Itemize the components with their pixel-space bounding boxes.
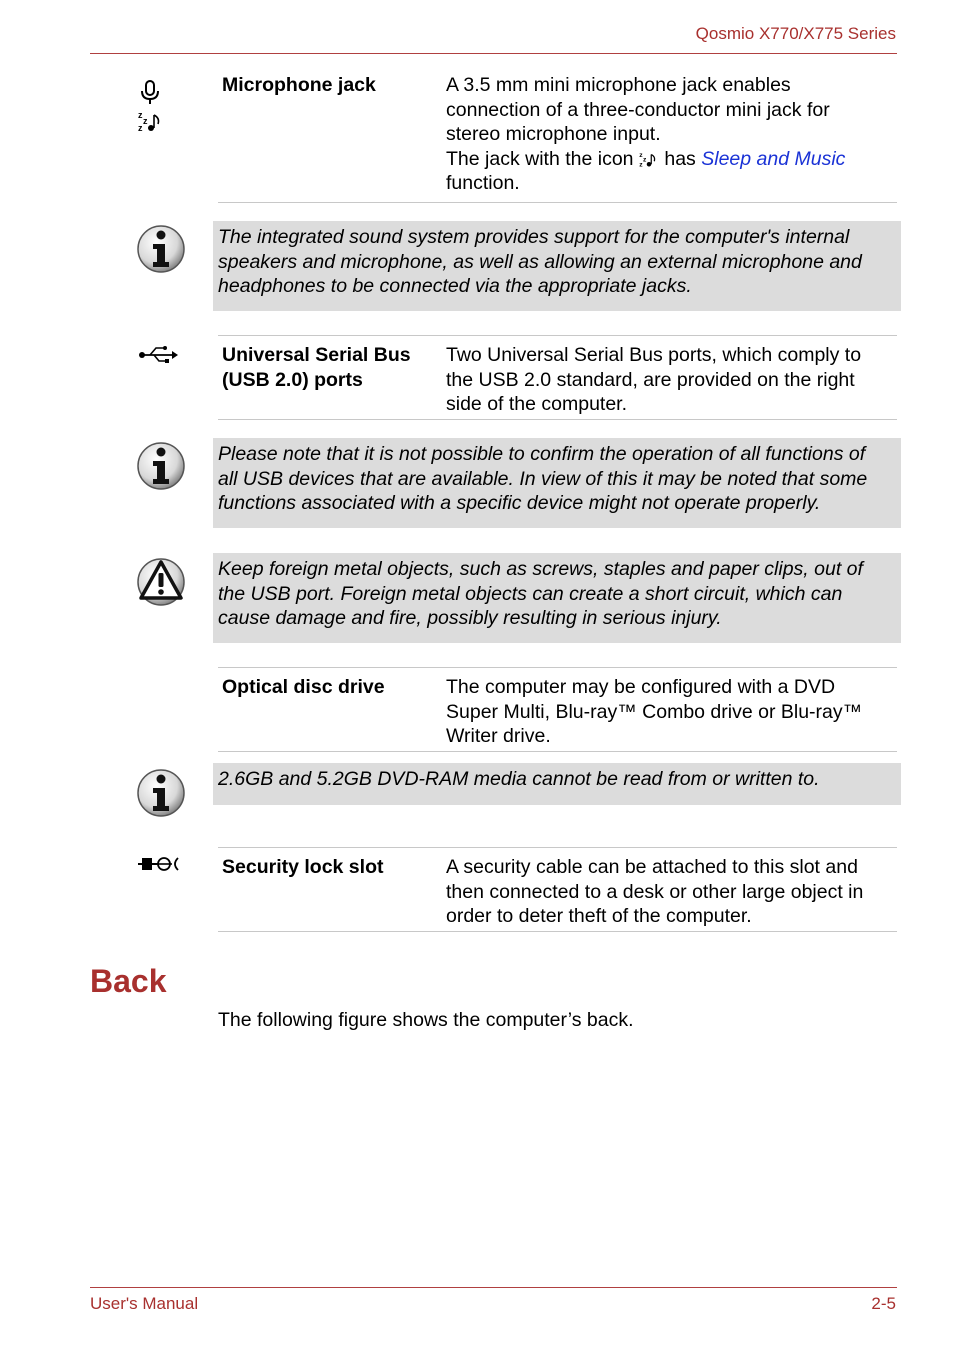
note-line: The integrated sound system provides support for the computer's internal bbox=[218, 226, 850, 248]
warning-icon bbox=[136, 557, 186, 607]
info-icon bbox=[136, 224, 186, 274]
note-line: speakers and microphone, as well as allowing an external microphone and bbox=[218, 250, 862, 273]
svg-text:z: z bbox=[639, 152, 643, 160]
section-intro: The following figure shows the computer’s back. bbox=[218, 1009, 634, 1031]
section-heading-back: Back bbox=[90, 963, 167, 999]
row-divider bbox=[218, 419, 897, 420]
footer-page-number: 2-5 bbox=[871, 1294, 896, 1313]
svg-text:z: z bbox=[138, 123, 143, 133]
sleep-and-music-icon bbox=[639, 150, 659, 168]
desc-line: stereo microphone input. bbox=[446, 123, 661, 145]
sleep-and-music-link[interactable]: Sleep and Music bbox=[701, 147, 846, 170]
label-line: Universal Serial Bus bbox=[222, 344, 411, 366]
desc-line: A security cable can be attached to this slot and bbox=[446, 856, 858, 878]
optical-drive-description bbox=[446, 675, 896, 749]
sleep-and-music-icon bbox=[138, 109, 164, 133]
desc-line: Writer drive. bbox=[446, 725, 551, 747]
svg-text:z: z bbox=[642, 156, 647, 164]
security-lock-description bbox=[446, 855, 896, 929]
row-divider bbox=[218, 202, 897, 203]
note-sound-system bbox=[213, 221, 901, 311]
note-dvd-ram bbox=[213, 763, 901, 805]
microphone-jack-label: Microphone jack bbox=[222, 74, 376, 96]
usb-ports-description bbox=[446, 343, 896, 417]
label-line: (USB 2.0) ports bbox=[222, 368, 363, 391]
note-usb-compatibility bbox=[213, 438, 901, 528]
desc-line: order to deter theft of the computer. bbox=[446, 905, 752, 927]
usb-icon bbox=[138, 345, 178, 363]
row-divider bbox=[218, 847, 897, 848]
feature-row-optical bbox=[90, 667, 897, 753]
desc-line: Super Multi, Blu-ray™ Combo drive or Blu-ray™ bbox=[446, 700, 863, 723]
feature-row-microphone bbox=[90, 65, 897, 205]
footer-manual-title: User's Manual bbox=[90, 1294, 199, 1313]
note-line: cause damage and fire, possibly resulting in serious injury. bbox=[218, 607, 722, 629]
note-line: headphones to be connected via the appropriate jacks. bbox=[218, 275, 692, 297]
desc-line: the USB 2.0 standard, are provided on the right bbox=[446, 368, 855, 391]
security-lock-label: Security lock slot bbox=[222, 856, 384, 878]
footer-rule bbox=[90, 1287, 897, 1288]
optical-drive-label: Optical disc drive bbox=[222, 676, 385, 698]
row-divider bbox=[218, 931, 897, 932]
desc-line: The computer may be configured with a DVD bbox=[446, 676, 836, 698]
warning-foreign-metal bbox=[213, 553, 901, 643]
note-line: all USB devices that are available. In view of this it may be noted that some bbox=[218, 467, 868, 490]
svg-text:z: z bbox=[639, 161, 643, 169]
row-divider bbox=[218, 751, 897, 752]
note-line: Please note that it is not possible to confirm the operation of all functions of bbox=[218, 443, 866, 465]
desc-line: then connected to a desk or other large object in bbox=[446, 880, 864, 903]
microphone-jack-description bbox=[446, 73, 896, 196]
desc-line: side of the computer. bbox=[446, 393, 628, 415]
header-rule bbox=[90, 53, 897, 54]
row-divider bbox=[218, 667, 897, 668]
svg-text:z: z bbox=[138, 110, 143, 120]
usb-ports-label bbox=[222, 343, 437, 392]
jack-prefix: The jack with the icon bbox=[446, 147, 634, 170]
microphone-icon bbox=[138, 79, 162, 105]
desc-line: A 3.5 mm mini microphone jack enables bbox=[446, 74, 791, 96]
desc-line: function. bbox=[446, 172, 520, 194]
note-line: functions associated with a specific device might not operate properly. bbox=[218, 492, 821, 514]
note-line: 2.6GB and 5.2GB DVD-RAM media cannot be read from or written to. bbox=[218, 768, 820, 790]
row-divider bbox=[218, 335, 897, 336]
note-line: Keep foreign metal objects, such as screws, staples and paper clips, out of bbox=[218, 558, 863, 580]
desc-line-jack bbox=[446, 147, 896, 172]
security-lock-icon bbox=[138, 855, 182, 873]
feature-row-security bbox=[90, 847, 897, 933]
svg-text:z: z bbox=[143, 116, 148, 126]
desc-line: connection of a three-conductor mini jack for bbox=[446, 98, 830, 121]
jack-has: has bbox=[664, 147, 696, 170]
info-icon bbox=[136, 441, 186, 491]
desc-line: Two Universal Serial Bus ports, which comply to bbox=[446, 344, 862, 366]
info-icon bbox=[136, 768, 186, 818]
running-header-title: Qosmio X770/X775 Series bbox=[695, 24, 896, 43]
feature-row-usb bbox=[90, 335, 897, 421]
note-line: the USB port. Foreign metal objects can create a short circuit, which can bbox=[218, 582, 843, 605]
